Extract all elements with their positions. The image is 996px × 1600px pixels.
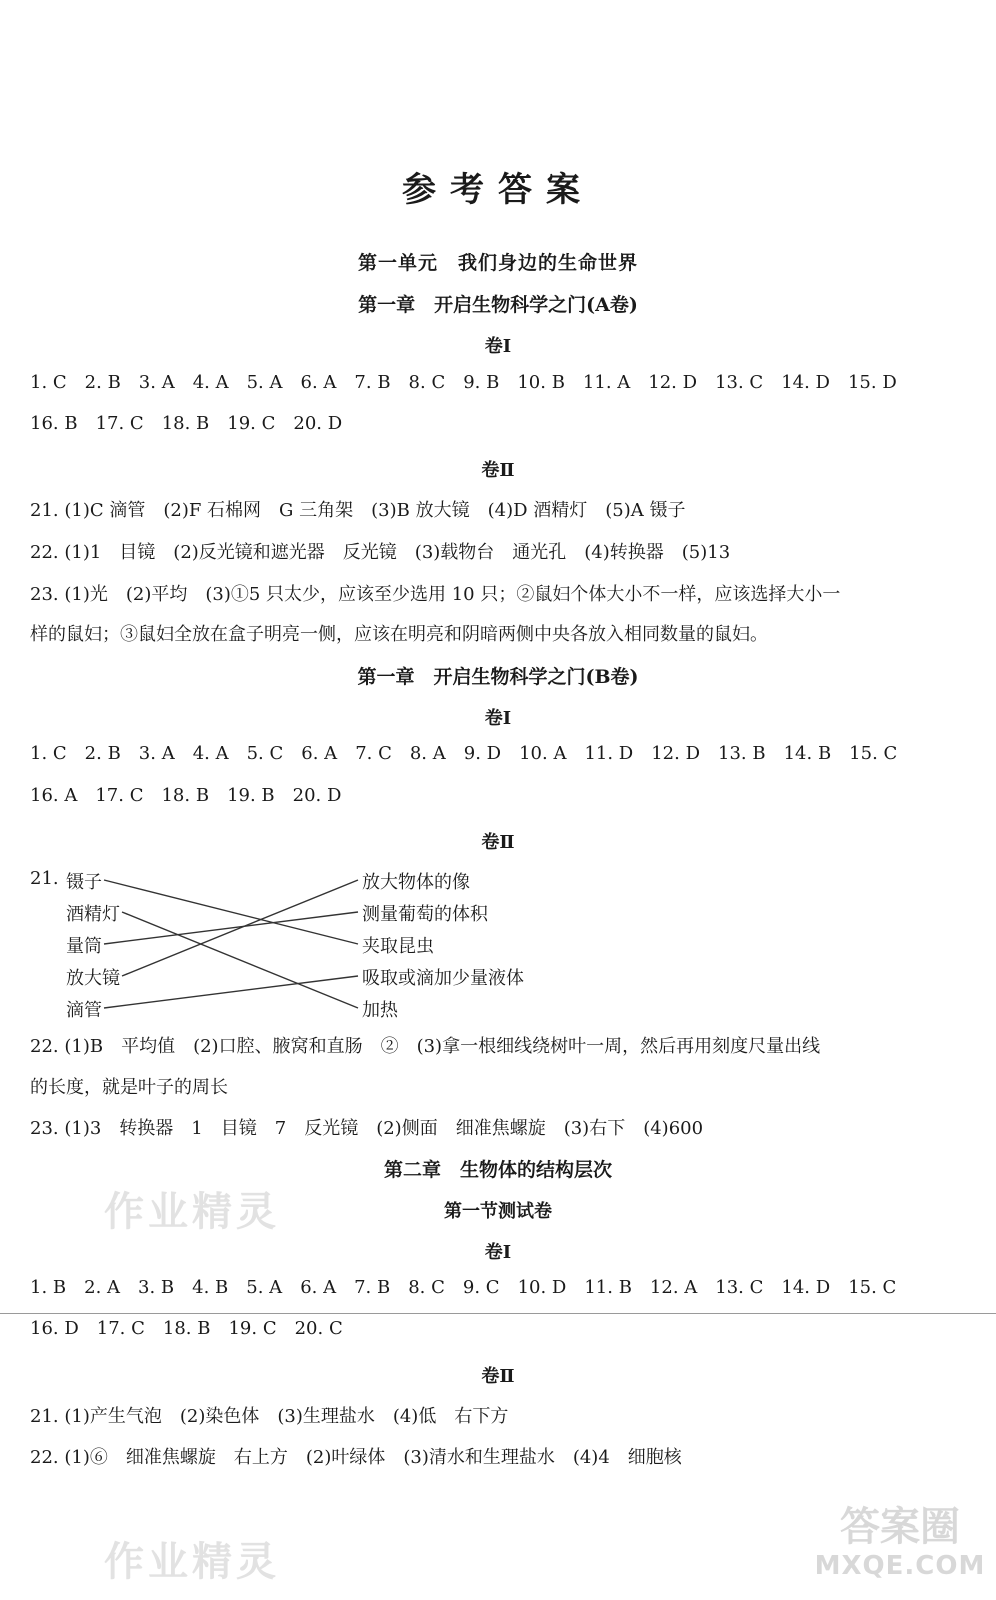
match-right-3: 夹取昆虫 xyxy=(362,936,434,957)
answer-item: 16. A xyxy=(30,785,78,806)
answer-item: 10. B xyxy=(517,372,565,393)
ch1a-vol1-heading: 卷Ⅰ xyxy=(484,336,512,357)
ch1b-q21-number: 21. xyxy=(30,868,59,889)
answer-item: 9. D xyxy=(463,743,502,764)
ch1b-vol2-heading: 卷Ⅱ xyxy=(481,832,515,853)
answer-item: 4. A xyxy=(192,743,229,764)
answer-item: 7. B xyxy=(354,1277,391,1298)
answer-item: 20. D xyxy=(292,785,342,806)
answer-item: 2. B xyxy=(84,743,121,764)
ch1a-vol2-heading: 卷Ⅱ xyxy=(481,460,515,481)
answer-item: 19. C xyxy=(228,1318,277,1339)
ch2-vol2-heading: 卷Ⅱ xyxy=(481,1366,515,1387)
answer-item: 6. A xyxy=(300,372,337,393)
answer-item: 3. A xyxy=(138,743,175,764)
answer-item: 12. D xyxy=(648,372,698,393)
answer-item: 5. A xyxy=(246,372,283,393)
page-title: 参考答案 xyxy=(402,170,594,210)
answer-item: 9. C xyxy=(462,1277,500,1298)
answer-item: 18. B xyxy=(161,413,210,434)
answer-item: 6. A xyxy=(300,1277,337,1298)
answer-item: 11. D xyxy=(584,743,634,764)
chapter1-b-heading: 第一章 开启生物科学之门(B卷) xyxy=(357,666,639,688)
match-right-5: 加热 xyxy=(362,1000,398,1021)
answer-item: 13. C xyxy=(715,1277,764,1298)
answer-item: 12. A xyxy=(649,1277,698,1298)
answer-item: 10. A xyxy=(519,743,567,764)
answer-item: 19. C xyxy=(227,413,276,434)
answer-item: 13. B xyxy=(718,743,766,764)
match-line-1 xyxy=(104,880,358,944)
ch2-q22: 22. (1)⑥ 细准焦螺旋 右上方 (2)叶绿体 (3)清水和生理盐水 (4)4 细胞核 xyxy=(30,1447,682,1468)
answer-item: 17. C xyxy=(96,1318,145,1339)
match-right-2: 测量葡萄的体积 xyxy=(362,904,488,925)
ch1a-q21: 21. (1)C 滴管 (2)F 石棉网 G 三角架 (3)B 放大镜 (4)D 酒精灯 (5)A 镊子 xyxy=(30,500,686,521)
answer-item: 14. D xyxy=(781,1277,831,1298)
match-right-1: 放大物体的像 xyxy=(362,872,470,893)
answer-item: 7. B xyxy=(354,372,391,393)
answer-item: 6. A xyxy=(301,743,338,764)
ch2-choice-row-2 xyxy=(30,1318,361,1339)
ch1b-q22-line1: 22. (1)B 平均值 (2)口腔、腋窝和直肠 ② (3)拿一根细线绕树叶一周，然后再用刻度尺量出线 xyxy=(30,1036,821,1057)
page-divider xyxy=(0,1313,996,1314)
answer-item: 17. C xyxy=(95,785,144,806)
answer-item: 1. C xyxy=(30,743,67,764)
match-left-4: 放大镜 xyxy=(66,968,120,989)
answer-item: 15. C xyxy=(849,743,898,764)
corner-watermark xyxy=(810,1504,990,1594)
answer-item: 8. C xyxy=(408,372,446,393)
answer-item: 5. C xyxy=(246,743,284,764)
answer-item: 14. D xyxy=(781,372,830,393)
answer-item: 17. C xyxy=(95,413,144,434)
ch1a-q23-line1: 23. (1)光 (2)平均 (3)①5 只太少，应该至少选用 10 只；②鼠妇个体大小不一样，应该选择大小一 xyxy=(30,584,841,605)
ch1b-q22-line2: 的长度，就是叶子的周长 xyxy=(30,1077,228,1098)
answer-item: 5. A xyxy=(246,1277,283,1298)
answer-item: 20. C xyxy=(294,1318,343,1339)
answer-item: 4. B xyxy=(192,1277,229,1298)
ch2-q21: 21. (1)产生气泡 (2)染色体 (3)生理盐水 (4)低 右下方 xyxy=(30,1406,509,1427)
answer-item: 7. C xyxy=(355,743,392,764)
answer-item: 19. B xyxy=(227,785,275,806)
ch1a-q23-line2: 样的鼠妇；③鼠妇全放在盒子明亮一侧，应该在明亮和阴暗两侧中央各放入相同数量的鼠妇。 xyxy=(30,624,768,645)
watermark-bottom: 作业精灵 xyxy=(104,1539,280,1585)
answer-item: 16. D xyxy=(30,1318,79,1339)
answer-item: 2. B xyxy=(84,372,121,393)
chapter2-heading: 第二章 生物体的结构层次 xyxy=(383,1159,612,1181)
answer-item: 11. B xyxy=(584,1277,632,1298)
answer-item: 16. B xyxy=(30,413,78,434)
match-left-2: 酒精灯 xyxy=(66,904,120,925)
answer-item: 12. D xyxy=(651,743,701,764)
ch1a-q22: 22. (1)1 目镜 (2)反光镜和遮光器 反光镜 (3)载物台 通光孔 (4)转换器 (5)13 xyxy=(30,542,731,563)
answer-item: 8. A xyxy=(409,743,446,764)
ch2-choice-row-1 xyxy=(30,1277,914,1298)
answer-item: 15. C xyxy=(848,1277,897,1298)
answer-item: 18. B xyxy=(162,1318,211,1339)
ch1b-q23: 23. (1)3 转换器 1 目镜 7 反光镜 (2)侧面 细准焦螺旋 (3)右下 (4)600 xyxy=(30,1118,704,1139)
match-left-5: 滴管 xyxy=(66,1000,102,1021)
corner-watermark-url: MXQE.COM xyxy=(814,1551,986,1581)
ch2-section1-heading: 第一节测试卷 xyxy=(444,1201,552,1222)
answer-item: 11. A xyxy=(582,372,631,393)
answer-item: 4. A xyxy=(192,372,229,393)
match-left-3: 量筒 xyxy=(66,936,102,957)
answer-item: 3. B xyxy=(138,1277,175,1298)
answer-item: 20. D xyxy=(293,413,343,434)
corner-watermark-title: 答案圈 xyxy=(840,1504,960,1550)
answer-item: 1. B xyxy=(30,1277,67,1298)
ch2-vol1-heading: 卷Ⅰ xyxy=(484,1242,512,1263)
answer-item: 1. C xyxy=(30,372,67,393)
match-left-1: 镊子 xyxy=(66,872,102,893)
answer-item: 15. D xyxy=(847,372,897,393)
match-line-3 xyxy=(104,912,358,944)
watermark-mid: 作业精灵 xyxy=(104,1189,280,1235)
chapter1-a-heading: 第一章 开启生物科学之门(A卷) xyxy=(358,294,638,316)
answer-item: 3. A xyxy=(138,372,175,393)
answer-item: 2. A xyxy=(84,1277,121,1298)
ch1b-vol1-heading: 卷Ⅰ xyxy=(484,708,512,729)
match-right-4: 吸取或滴加少量液体 xyxy=(362,968,524,989)
answer-item: 18. B xyxy=(161,785,210,806)
answer-item: 8. C xyxy=(408,1277,445,1298)
unit-heading: 第一单元 我们身边的生命世界 xyxy=(357,252,638,274)
answer-item: 9. B xyxy=(463,372,500,393)
match-line-4 xyxy=(122,880,358,976)
answer-item: 13. C xyxy=(715,372,764,393)
answer-item: 10. D xyxy=(517,1277,567,1298)
answer-item: 14. B xyxy=(783,743,832,764)
